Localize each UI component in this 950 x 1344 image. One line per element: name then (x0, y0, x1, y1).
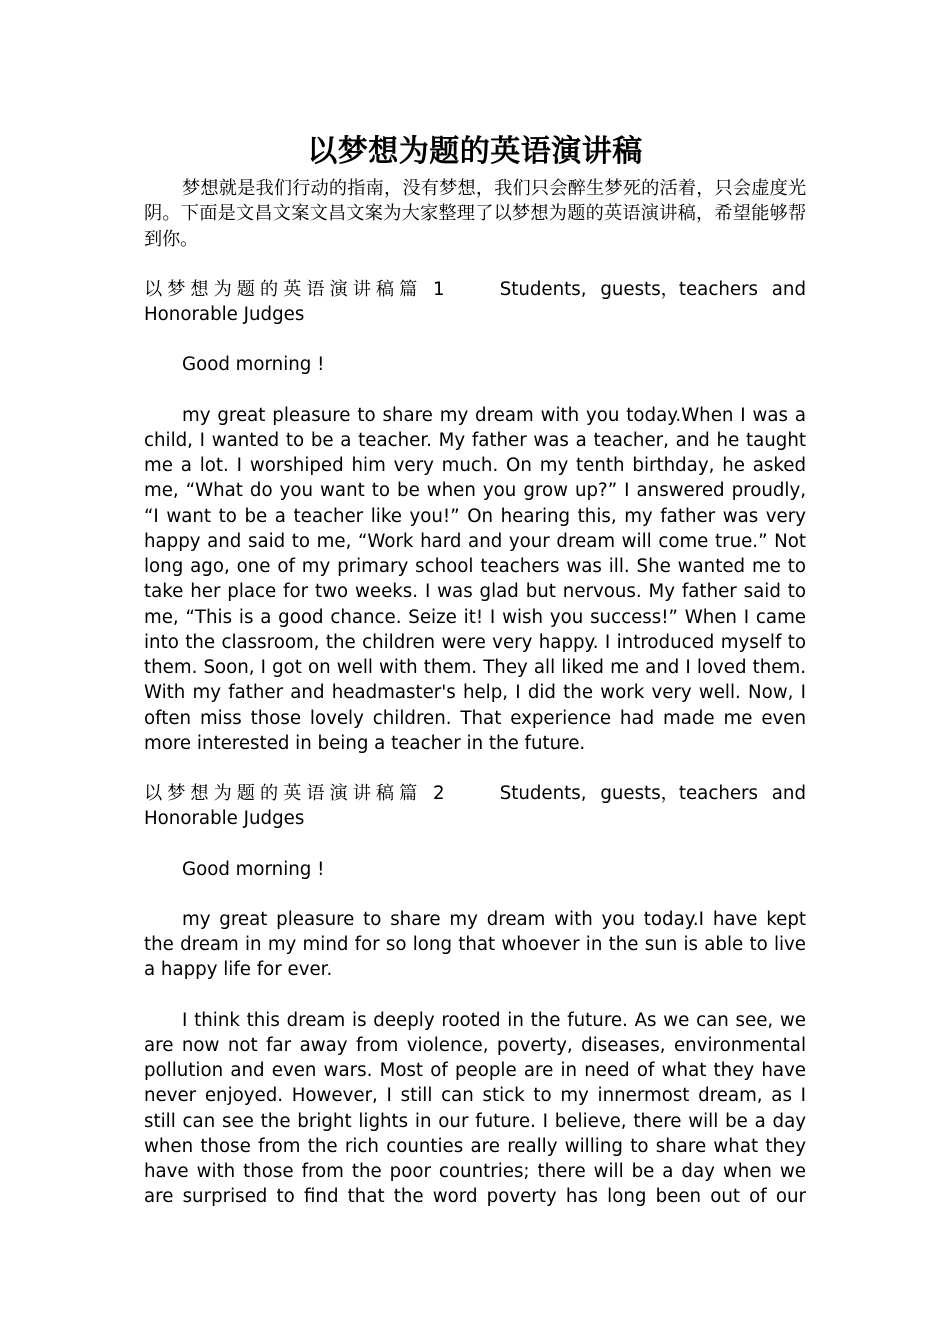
section-2 (144, 781, 806, 1210)
greeting: Good morning ! (182, 858, 325, 880)
salutation-line-start: Students, guests，teachers and (499, 783, 806, 804)
document-title: 以梦想为题的英语演讲稿 (307, 134, 643, 169)
salutation-line-start: Students, guests，teachers and (499, 278, 806, 300)
greeting: Good morning ! (182, 354, 325, 376)
section-heading: 以梦想为题的英语演讲稿篇 2 (144, 783, 450, 804)
document-page (144, 130, 806, 1210)
body-paragraph: my great pleasure to share my dream with you today.I have kept the dream in my mind for so long that whoever in the sun is able to live a happy life for ever. (144, 908, 806, 981)
section-heading-line (144, 781, 806, 806)
salutation-line-end: Honorable Judges (144, 808, 305, 830)
section-heading-line (144, 277, 806, 302)
section-heading: 以梦想为题的英语演讲稿篇 1 (144, 278, 450, 300)
body-paragraph: I think this dream is deeply rooted in the future. As we can see, we are now not far away from violence, poverty, diseases, environmental pollution and even wars. Most of people are in need of what they have never enjoyed. However, I still can stick to my innermost dream, as I still can see the bright lights in our future. I believe, there will be a day when those from the rich counties are really willing to share what they have with those from the poor countries; there will be a day when we are surprised to find that the word poverty has long been out of our (144, 1009, 806, 1208)
body-paragraph: my great pleasure to share my dream with you today.When I was a child, I wanted to be a teacher. My father was a teacher, and he taught me a lot. I worshiped him very much. On my tenth birthday, he asked me, “What do you want to be when you grow up?” I answered proudly, “I want to be a teacher like you!” On hearing this, my father was very happy and said to me, “Work hard and your dream will come true.” Not long ago, one of my primary school teachers was ill. She wanted me to take her place for two weeks. I was glad but nervous. My father said to me, “This is a good chance. Seize it! I wish you success!” When I came into the classroom, the children were very happy. I introduced myself to them. Soon, I got on well with them. They all liked me and I loved them. With my father and headmaster's help, I did the work very well. Now, I often miss those lovely children. That experience had made me even more interested in being a teacher in the future. (144, 404, 806, 754)
section-1 (144, 277, 806, 756)
salutation-line-end: Honorable Judges (144, 304, 305, 325)
intro-paragraph: 梦想就是我们行动的指南，没有梦想，我们只会醉生梦死的活着，只会虚度光阴。下面是文昌文案文昌文案为大家整理了以梦想为题的英语演讲稿，希望能够帮到你。 (144, 178, 806, 250)
